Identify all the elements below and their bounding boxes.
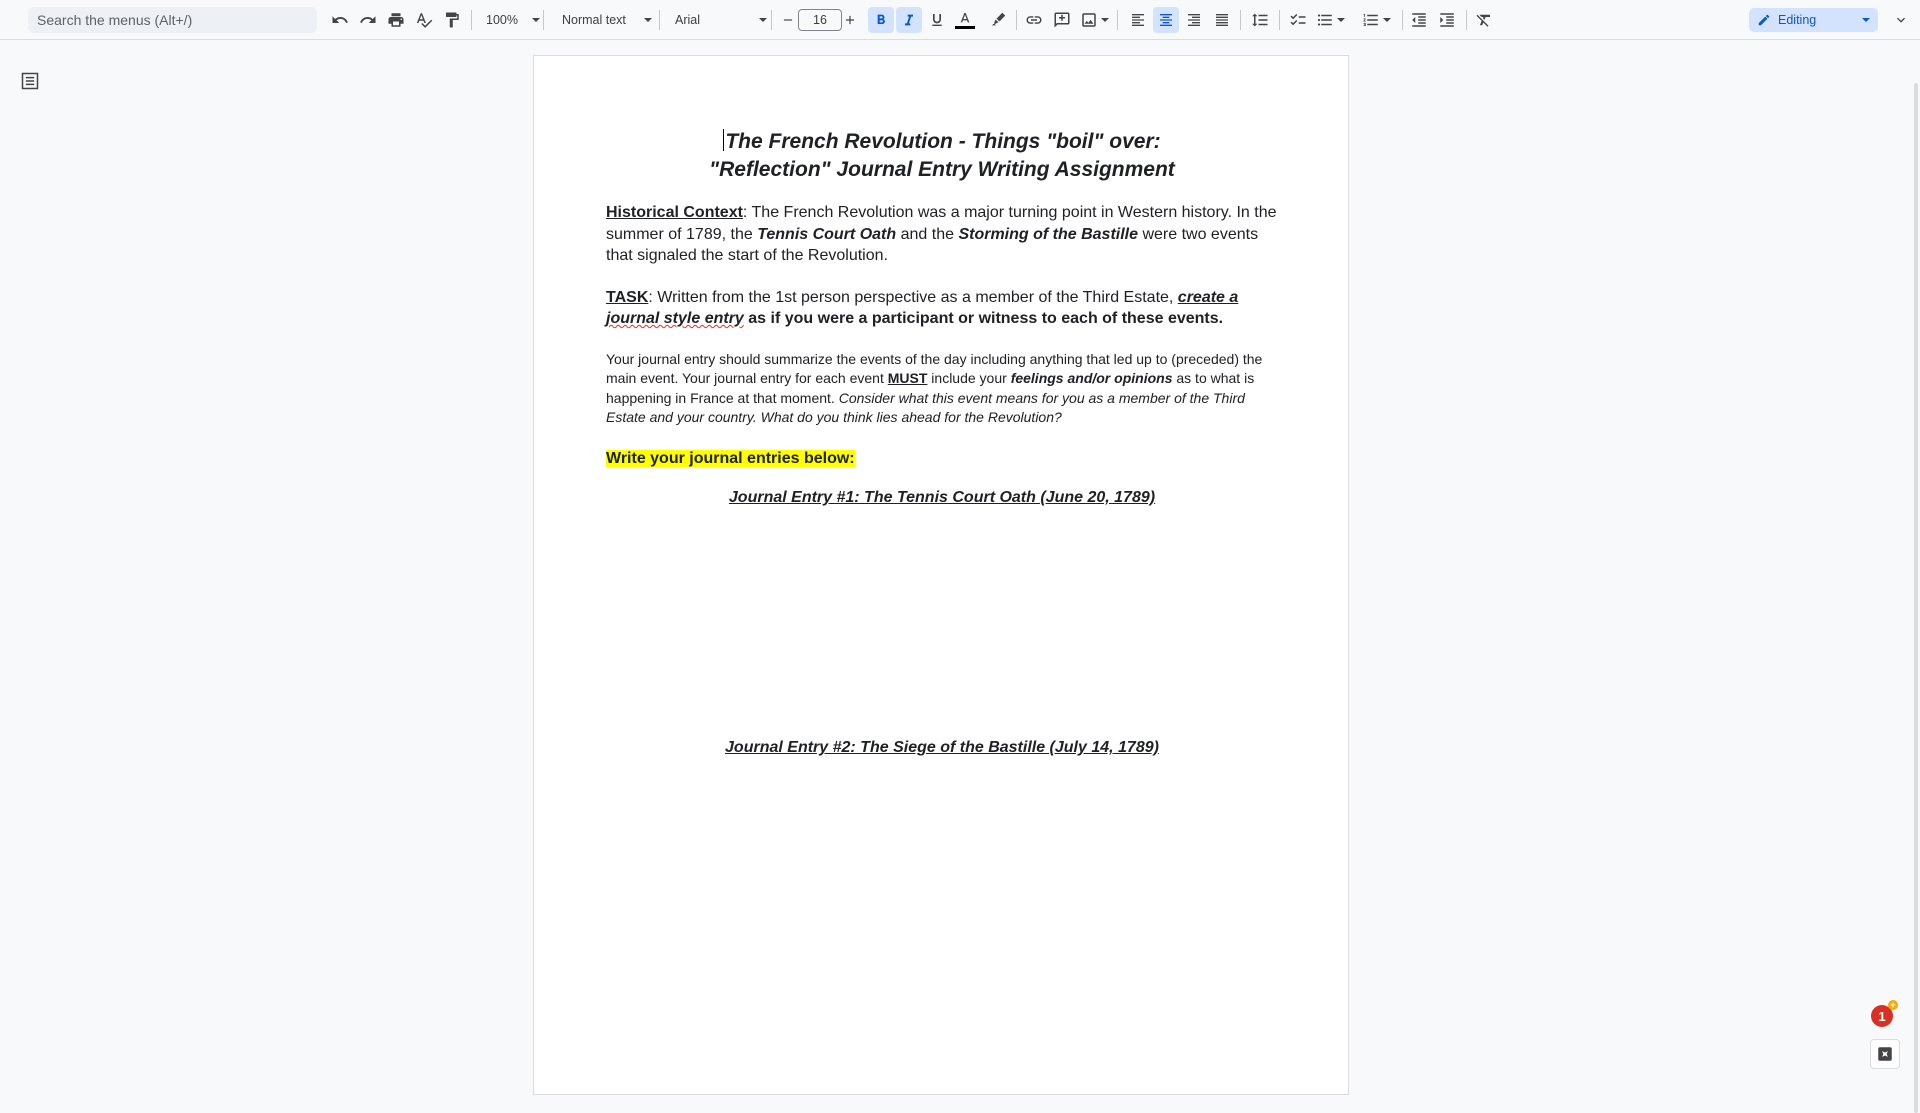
zoom-value: 100% bbox=[486, 13, 518, 27]
plus-icon bbox=[843, 13, 857, 27]
explore-button[interactable] bbox=[1870, 1039, 1900, 1069]
context-text-1: : The French Revolution was a major turning point in Western history. In the summer of 1789, the bbox=[606, 204, 1277, 243]
highlighter-icon bbox=[990, 12, 1006, 28]
italic-icon bbox=[901, 12, 917, 28]
context-text-3: were two events that signaled the start of the Revolution. bbox=[606, 226, 1258, 265]
separator bbox=[1466, 10, 1467, 30]
underline-button[interactable] bbox=[924, 0, 950, 39]
paragraph-style-value: Normal text bbox=[562, 13, 626, 27]
highlight-color-button[interactable] bbox=[985, 0, 1011, 39]
insert-comment-button[interactable] bbox=[1049, 0, 1075, 39]
undo-icon bbox=[331, 11, 349, 29]
task-text-2: as if you were a participant or witness to each of these events. bbox=[744, 310, 1223, 327]
separator bbox=[1016, 10, 1017, 30]
separator bbox=[471, 10, 472, 30]
document-title-line-1 bbox=[606, 128, 1278, 156]
scrollbar[interactable] bbox=[1906, 39, 1920, 1080]
add-comment-icon bbox=[1053, 11, 1071, 29]
font-value: Arial bbox=[675, 13, 753, 27]
separator bbox=[1279, 10, 1280, 30]
explore-icon bbox=[1876, 1045, 1894, 1063]
historical-context-paragraph bbox=[606, 202, 1278, 267]
title-line-1-text: The French Revolution - Things "boil" over: bbox=[725, 130, 1160, 153]
numbered-list-button[interactable] bbox=[1359, 0, 1393, 39]
chevron-down-icon bbox=[759, 18, 767, 22]
chevron-down-icon bbox=[1337, 18, 1345, 22]
document-body[interactable] bbox=[606, 128, 1278, 757]
bold-button[interactable] bbox=[868, 0, 894, 39]
print-icon bbox=[387, 11, 405, 29]
chevron-up-icon bbox=[1893, 12, 1909, 28]
increase-indent-button[interactable] bbox=[1434, 0, 1460, 39]
search-menus-input[interactable] bbox=[28, 7, 317, 33]
instructions-text-3: as to what is happening in France at that moment. bbox=[606, 370, 1254, 406]
line-spacing-button[interactable] bbox=[1247, 0, 1273, 39]
context-label: Historical Context bbox=[606, 204, 743, 221]
separator bbox=[771, 10, 772, 30]
spellcheck-icon bbox=[415, 11, 433, 29]
chevron-down-icon bbox=[532, 18, 540, 22]
separator bbox=[1117, 10, 1118, 30]
separator bbox=[543, 10, 544, 30]
increase-indent-icon bbox=[1438, 11, 1456, 29]
context-text-2: and the bbox=[896, 226, 958, 243]
scrollbar-thumb[interactable] bbox=[1914, 83, 1918, 1113]
task-emphasis-2: journal style entry bbox=[606, 310, 744, 327]
instructions-paragraph bbox=[606, 350, 1278, 428]
paint-format-icon bbox=[443, 11, 461, 29]
undo-button[interactable] bbox=[327, 0, 353, 39]
separator bbox=[1402, 10, 1403, 30]
task-emphasis-1: create a bbox=[1178, 289, 1239, 306]
text-color-button[interactable] bbox=[952, 0, 978, 39]
document-page[interactable] bbox=[533, 55, 1349, 1095]
zoom-select[interactable] bbox=[486, 0, 540, 39]
separator bbox=[659, 10, 660, 30]
align-right-button[interactable] bbox=[1181, 0, 1207, 39]
justify-button[interactable] bbox=[1209, 0, 1235, 39]
context-event-1: Tennis Court Oath bbox=[757, 226, 896, 243]
numbered-list-icon bbox=[1362, 11, 1380, 29]
journal-entry-2-heading: Journal Entry #2: The Siege of the Bastille (July 14, 1789) bbox=[606, 739, 1278, 757]
instructions-italic: Consider what this event means for you as a member of the Third Estate and your country. What do you think lies ahead for the Revolution? bbox=[606, 390, 1245, 426]
chevron-down-icon bbox=[1101, 18, 1109, 22]
image-icon bbox=[1080, 11, 1098, 29]
search-menus-placeholder: Search the menus (Alt+/) bbox=[37, 12, 192, 28]
text-color-icon bbox=[957, 11, 973, 27]
link-icon bbox=[1025, 11, 1043, 29]
paint-format-button[interactable] bbox=[439, 0, 465, 39]
chevron-down-icon bbox=[1383, 18, 1391, 22]
font-size-value: 16 bbox=[813, 13, 827, 27]
context-event-2: Storming of the Bastille bbox=[958, 226, 1138, 243]
pencil-icon bbox=[1757, 13, 1771, 27]
checklist-button[interactable] bbox=[1285, 0, 1311, 39]
align-right-icon bbox=[1186, 12, 1202, 28]
title-line-2-text: "Reflection" Journal Entry Writing Assignment bbox=[709, 158, 1175, 181]
outline-icon bbox=[20, 71, 40, 91]
editing-mode-select[interactable] bbox=[1749, 8, 1878, 32]
clear-formatting-button[interactable] bbox=[1471, 0, 1497, 39]
italic-button[interactable] bbox=[896, 0, 922, 39]
align-left-icon bbox=[1130, 12, 1146, 28]
paragraph-style-select[interactable] bbox=[562, 0, 652, 39]
notification-plus-icon: + bbox=[1888, 1000, 1898, 1010]
task-text-1: : Written from the 1st person perspective as a member of the Third Estate, bbox=[648, 289, 1177, 306]
separator bbox=[1240, 10, 1241, 30]
instructions-emphasis: feelings and/or opinions bbox=[1011, 370, 1173, 386]
bulleted-list-button[interactable] bbox=[1313, 0, 1347, 39]
instructions-text-2: include your bbox=[927, 370, 1010, 386]
chevron-down-icon bbox=[644, 18, 652, 22]
align-left-button[interactable] bbox=[1125, 0, 1151, 39]
redo-button[interactable] bbox=[355, 0, 381, 39]
clear-formatting-icon bbox=[1475, 11, 1493, 29]
notification-count: 1 bbox=[1878, 1009, 1885, 1024]
task-label: TASK bbox=[606, 289, 648, 306]
minus-icon bbox=[781, 13, 795, 27]
insert-image-button[interactable] bbox=[1077, 0, 1111, 39]
checklist-icon bbox=[1289, 11, 1307, 29]
increase-font-size-button[interactable] bbox=[837, 0, 863, 39]
insert-link-button[interactable] bbox=[1021, 0, 1047, 39]
toolbar bbox=[0, 0, 1920, 40]
journal-entry-1-heading: Journal Entry #1: The Tennis Court Oath (June 20, 1789) bbox=[606, 489, 1278, 507]
collapse-menus-button[interactable] bbox=[1888, 0, 1914, 39]
chevron-down-icon bbox=[1862, 18, 1870, 22]
font-size-input[interactable] bbox=[798, 9, 842, 31]
instructions-text-1: Your journal entry should summarize the events of the day including anything that led up to (preceded) the main event. Your journal entry for each event bbox=[606, 351, 1262, 387]
align-justify-icon bbox=[1214, 12, 1230, 28]
document-title-line-2 bbox=[606, 156, 1278, 184]
write-below-highlight: Write your journal entries below: bbox=[606, 450, 855, 467]
redo-icon bbox=[359, 11, 377, 29]
bold-icon bbox=[873, 12, 889, 28]
underline-icon bbox=[929, 12, 945, 28]
decrease-indent-icon bbox=[1410, 11, 1428, 29]
font-select[interactable] bbox=[675, 0, 767, 39]
spellcheck-button[interactable] bbox=[411, 0, 437, 39]
decrease-indent-button[interactable] bbox=[1406, 0, 1432, 39]
bulleted-list-icon bbox=[1316, 11, 1334, 29]
document-outline-button[interactable] bbox=[19, 70, 41, 92]
print-button[interactable] bbox=[383, 0, 409, 39]
editing-mode-label: Editing bbox=[1778, 13, 1816, 27]
text-color-swatch bbox=[955, 26, 975, 29]
line-spacing-icon bbox=[1251, 11, 1269, 29]
instructions-must: MUST bbox=[888, 370, 928, 386]
align-center-button[interactable] bbox=[1153, 0, 1179, 39]
task-paragraph bbox=[606, 287, 1278, 330]
write-below-paragraph bbox=[606, 448, 1278, 470]
align-center-icon bbox=[1158, 12, 1174, 28]
